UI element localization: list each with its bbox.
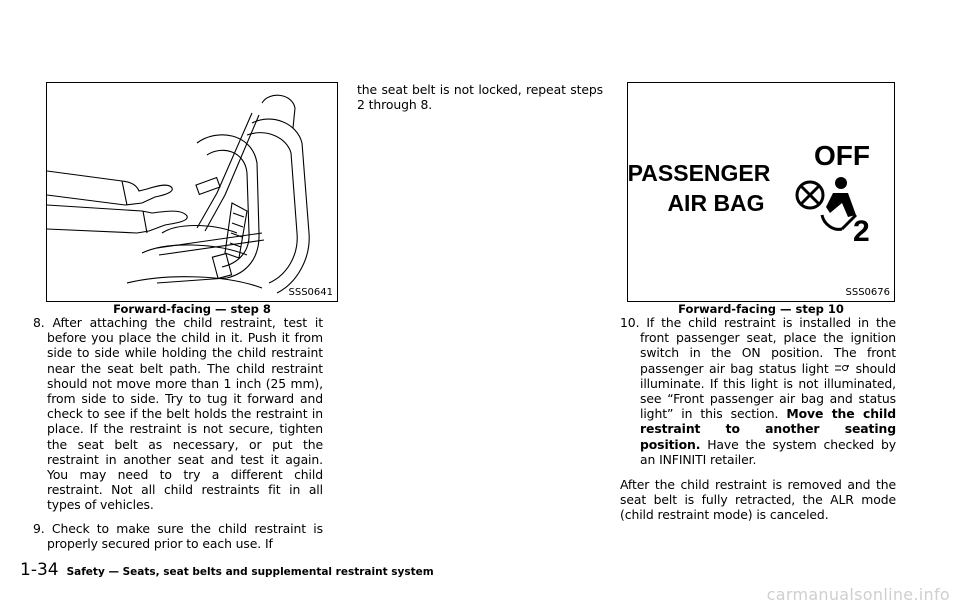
- column-middle: [357, 82, 603, 112]
- passenger-label: PASSENGER: [628, 160, 771, 186]
- figure-code: SSS0641: [288, 287, 333, 298]
- column-left: [33, 315, 323, 551]
- closing-paragraph: After the child restraint is removed and the seat belt is fully retracted, the ALR mode (child restraint mode) is canceled.: [620, 477, 896, 523]
- child-seat-illustration: [47, 83, 337, 301]
- figure-caption: Forward-facing — step 8: [113, 302, 271, 316]
- watermark: carmanualsonline.info: [766, 585, 950, 604]
- seat-number: 2: [853, 215, 870, 248]
- airbag-status-illustration: [628, 83, 894, 301]
- airbag-label: AIR BAG: [667, 190, 765, 216]
- airbag-status-light-icon: [834, 363, 850, 375]
- airbag-off-icon: [797, 177, 870, 248]
- step-9-continued: the seat belt is not locked, repeat steps 2 through 8.: [357, 82, 603, 113]
- page-number: 1-34: [20, 560, 59, 580]
- off-label: OFF: [814, 140, 870, 171]
- section-title: Safety — Seats, seat belts and supplemental restraint system: [66, 566, 434, 578]
- step-10: 10. If the child restraint is installed in the front passenger seat, place the ignition switch in the ON position. The front passenger air bag status light should illuminate. If this light is not illuminated, see “Front passenger air bag and status light” in this section. Move the child restraint to another seating position. Have the system checked by an INFINITI retailer.: [620, 315, 897, 467]
- step-9: 9. Check to make sure the child restraint is properly secured prior to each use. If: [33, 520, 324, 551]
- figure-child-restraint-step8: [46, 82, 338, 302]
- figure-passenger-airbag-light: [627, 82, 895, 302]
- page-footer: [20, 560, 434, 580]
- figure-code: SSS0676: [845, 287, 890, 298]
- step-8: 8. After attaching the child restraint, test it before you place the child in it. Push it from side to side while holding the child restraint near the seat belt path. The child restraint should not move more than 1 inch (25 mm), from side to side. Try to tug it forward and check to see if the belt holds the restraint in place. If the restraint is not secure, tighten the seat belt as necessary, or put the restraint in another seat and test it again. You may need to try a different child restraint. Not all child restraints fit in all types of vehicles.: [33, 315, 323, 513]
- column-right: [620, 315, 896, 523]
- figure-caption: Forward-facing — step 10: [678, 302, 844, 316]
